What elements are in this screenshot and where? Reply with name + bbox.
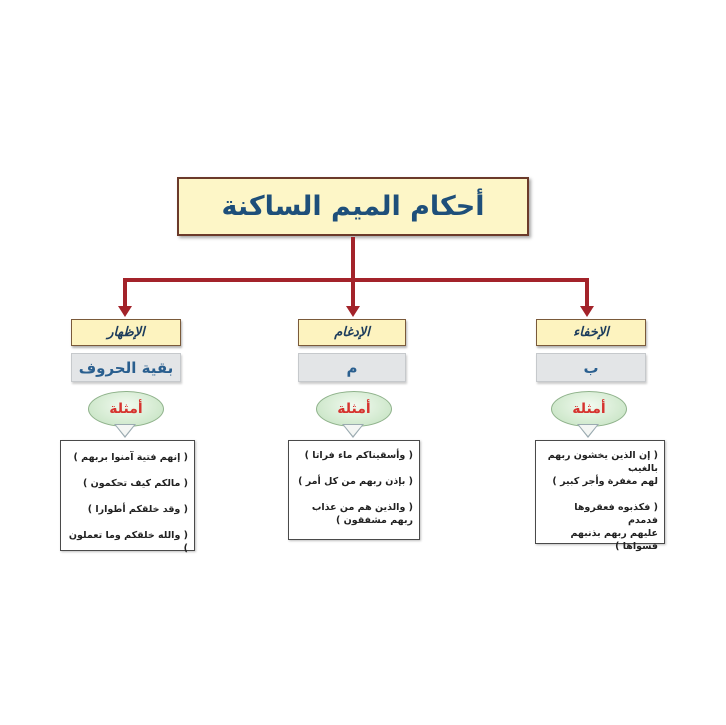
down-arrow-inner-icon — [344, 425, 362, 436]
down-arrow-inner-icon — [579, 425, 597, 436]
examples-bubble-idgham — [316, 391, 392, 427]
branch-letter-ikhfa — [536, 353, 646, 382]
branch-header-izhar — [71, 319, 181, 346]
branch-header-idgham — [298, 319, 406, 346]
examples-box-ikhfa — [535, 440, 665, 552]
connector-trunk — [351, 237, 355, 281]
connector-right — [585, 278, 589, 308]
example-line: لهم مغفرة وأجر كبير ) — [552, 476, 658, 487]
branch-header-label: الإخفاء — [573, 325, 609, 340]
example-line: ( والذين هم من عذاب — [311, 502, 413, 513]
example-line: ( وقد خلقكم أطوارا ) — [87, 504, 188, 515]
branch-header-ikhfa — [536, 319, 646, 346]
branch-letter-label: م — [346, 358, 358, 377]
example-line: ( والله خلقكم وما تعملون ) — [68, 530, 188, 554]
example-line: عليهم ربهم بذنبهم فسواها ) — [570, 528, 658, 552]
example-line: ربهم مشفقون ) — [335, 515, 413, 526]
branch-header-label: الإظهار — [107, 325, 145, 340]
example-line: ( مالكم كيف تحكمون ) — [83, 478, 188, 489]
arrow-middle-icon — [346, 306, 360, 317]
branch-header-label: الإدغام — [334, 325, 370, 340]
examples-box-idgham — [288, 440, 420, 540]
branch-letter-idgham — [298, 353, 406, 382]
example-line: ( إنهم فتية آمنوا بربهم ) — [73, 452, 188, 463]
connector-middle — [351, 278, 355, 308]
connector-left — [123, 278, 127, 308]
example-line: ( فكذبوه فعقروها فدمدم — [574, 502, 658, 526]
examples-label: أمثلة — [337, 401, 371, 417]
example-line: ( وأسقيناكم ماء فراتا ) — [304, 450, 413, 461]
arrow-right-icon — [580, 306, 594, 317]
example-line: ( إن الذين يخشون ربهم بالغيب — [547, 450, 658, 474]
examples-bubble-izhar — [88, 391, 164, 427]
example-line: ( بإذن ربهم من كل أمر ) — [298, 476, 413, 487]
diagram-title: أحكام الميم الساكنة — [221, 191, 485, 222]
arrow-left-icon — [118, 306, 132, 317]
branch-letter-izhar — [71, 353, 181, 382]
down-arrow-inner-icon — [116, 425, 134, 436]
examples-label: أمثلة — [109, 401, 143, 417]
connector-horizontal — [123, 278, 589, 282]
title-box — [177, 177, 529, 236]
examples-box-izhar — [60, 440, 195, 554]
branch-letter-label: بقية الحروف — [78, 358, 174, 377]
examples-label: أمثلة — [572, 401, 606, 417]
examples-bubble-ikhfa — [551, 391, 627, 427]
branch-letter-label: ب — [583, 358, 599, 377]
